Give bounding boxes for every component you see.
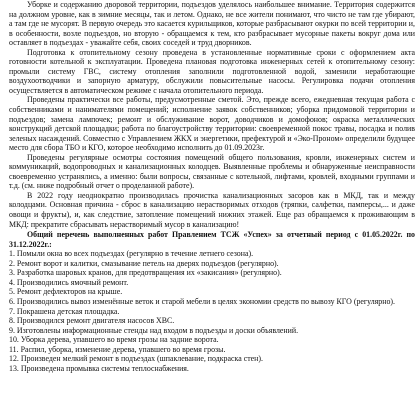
list-item-text: Разработка шаровых кранов, для предотвращения их «закисания» (регулярно).	[16, 268, 282, 278]
list-item-number: 2.	[9, 258, 15, 268]
list-item-text: Произведен мелкий ремонт в подъездах (шпаклевание, подкраска стен).	[20, 354, 263, 364]
list-item-number: 6.	[9, 296, 15, 306]
paragraph-sewer: В 2022 году неоднократно производилась прочистка канализационных засоров как в МКД, так и между колодцами. Основная причина - сброс в канализацию нерастворимых отходов (тряпки, салфетки, памперсы,... и даже овощи и фрукты), и, как следствие, затопление помещений нижних этажей. Еще раз обращаемся к проживающим в МКД: прекратите сбрасывать нерастворимый мусор в канализацию!	[9, 190, 415, 229]
paragraph-cleaning: Уборке и содержанию дворовой территории, подъездов уделялось наибольшее внимание. Территория содержится на должном уровне, как в зимние месяцы, так и летом. Однако, не все жители понимают, что чисто не там где убирают, а там где не мусорят. В первую очередь это касается курильщиков, которые разбрасывают окурки по всей территории и, в особенности, возле подъездов, но вторую - обращаемся к тем, кто разбрасывает мусорные пакеты вокруг дома или оставляет в подъездах - уважайте себя, своих соседей и труд дворников.	[9, 0, 415, 48]
list-item	[9, 316, 415, 326]
list-item	[9, 297, 415, 307]
list-item-text: Ремонт ворот и калитки, смазывание петель на дверях подъездов (регулярно).	[16, 258, 279, 268]
list-item	[9, 326, 415, 336]
works-list-heading: Общий перечень выполненных работ Правлением ТСЖ «Успех» за отчетный период с 01.05.2022г. по 31.12.2022г.:	[9, 230, 415, 249]
paragraph-inspections: Проведены регулярные осмотры состояния помещений общего пользования, кровли, инженерных систем и коммуникаций, водопроводных и канализационных колодцев. Выявленные проблемы и обнаруженные неисправности своевременно устранялись, а именно: были вопросы, связанные с котельной, лифтами, кровлей, входными группами и т.д. (см. ниже подробный отчет о проделанной работе).	[9, 152, 415, 191]
list-item-number: 9.	[9, 325, 15, 335]
list-item-number: 8.	[9, 316, 15, 326]
list-item	[9, 249, 415, 259]
list-item	[9, 335, 415, 345]
list-item-text: Покрашена детская площадка.	[16, 306, 120, 316]
list-item	[9, 268, 415, 278]
list-item-number: 7.	[9, 306, 15, 316]
list-item-number: 13.	[9, 363, 19, 373]
list-item-text: Распил, уборка, изменение дерева, упавшего во время грозы.	[20, 344, 226, 354]
list-item-number: 10.	[9, 335, 19, 345]
list-item-text: Производились вывоз изменённые веток и старой мебели в целях экономии средств по вывозу КГО (регулярно).	[16, 296, 396, 306]
list-item-number: 1.	[9, 249, 15, 259]
list-item	[9, 307, 415, 317]
paragraph-estimate-works: Проведены практически все работы, предусмотренные сметой. Это, прежде всего, ежедневная текущая работа с собственниками и нанимателями помещений; исполнение заявок собственников; уборка придомовой территории и подъездов; замена лампочек; ремонт и обслуживание ворот, доводчиков и домофонов; окраска металлических конструкций детской площадки; работа по благоустройству территории: своевременной покос травы, посадка и полив зеленых насаждений. Совместно с Управлением ЖКХ и энергетики, префектурой и «Эко-Проном» определили будущее место для сбора ТБО и КГО, которое необходимо исполнить до 01.09.2023г.	[9, 95, 415, 153]
list-item-text: Ремонт дефлекторов на крыше.	[16, 287, 123, 297]
list-item-number: 12.	[9, 354, 19, 364]
list-item-number: 5.	[9, 287, 15, 297]
list-item-text: Помыли окна во всех подъездах (регулярно в течение летнего сезона).	[16, 249, 254, 259]
list-item-text: Уборка дерева, упавшего во время грозы на задние ворота.	[20, 335, 219, 345]
works-list	[9, 249, 415, 373]
paragraph-heating-season: Подготовка к отопительному сезону проведена в установленные нормативные сроки с оформлением акта готовности котельной к эксплуатации. Проведена плановая подготовка инженерных сетей к отопительному сезону: промыли систему ГВС, систему отопления заполнили подготовленной водой, заменили неработающие воздухоотводчики и запорную арматуру, обслужили повысительные насосы. Регулировка подачи отопления осуществляется в автоматическом режиме с начала отопительного периода.	[9, 47, 415, 95]
list-item	[9, 345, 415, 355]
list-item-text: Производились ямочный ремонт.	[16, 277, 129, 287]
list-item	[9, 287, 415, 297]
list-item-number: 4.	[9, 277, 15, 287]
list-item-text: Изготовлены информационные стенды над входом в подъезды и доски объявлений.	[16, 325, 299, 335]
list-item-number: 11.	[9, 344, 19, 354]
list-item-text: Произведена промывка системы теплоснабжения.	[20, 363, 189, 373]
list-item	[9, 354, 415, 364]
list-item-number: 3.	[9, 268, 15, 278]
list-item	[9, 364, 415, 374]
list-item	[9, 278, 415, 288]
list-item-text: Производился ремонт двигателя насосов ХВС.	[16, 316, 175, 326]
list-item	[9, 259, 415, 269]
